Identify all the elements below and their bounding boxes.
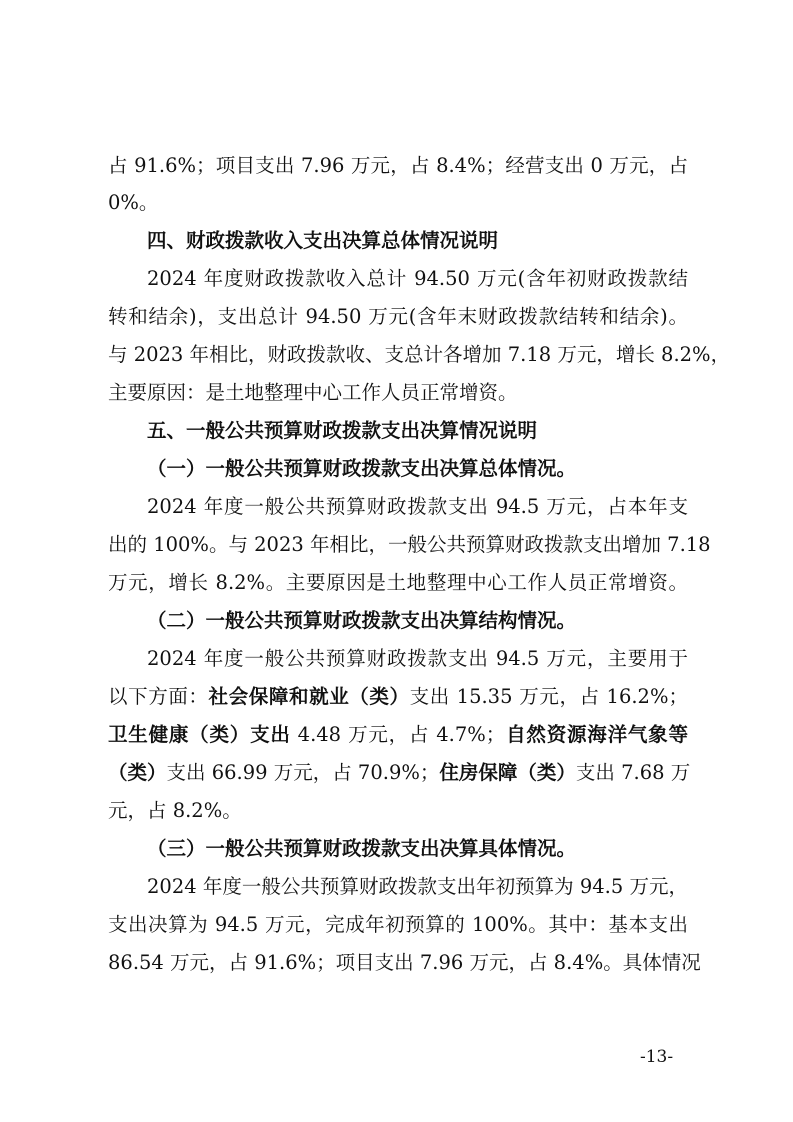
body-line-15 [108, 685, 688, 709]
text-run: 以下方面： [108, 685, 209, 708]
section-heading-5: 五、一般公共预算财政拨款支出决算情况说明 [147, 419, 538, 442]
body-line-2: 0%。 [108, 191, 159, 214]
body-line-6: 与 2023 年相比，财政拨款收、支总计各增加 7.18 万元，增长 8.2%， [108, 343, 731, 366]
text-run: 4.48 万元，占 4.7%； [290, 723, 506, 746]
body-line-4: 2024 年度财政拨款收入总计 94.50 万元(含年初财政拨款结 [147, 267, 688, 290]
body-line-14: 2024 年度一般公共预算财政拨款支出 94.5 万元，主要用于 [147, 647, 688, 670]
category-health: 卫生健康（类）支出 [108, 723, 291, 746]
category-housing: 住房保障（类） [439, 761, 576, 784]
body-line-18: 元，占 8.2%。 [108, 799, 242, 822]
body-line-10: 2024 年度一般公共预算财政拨款支出 94.5 万元，占本年支 [147, 495, 688, 518]
body-line-17 [108, 761, 691, 785]
body-line-16 [108, 723, 688, 747]
text-run: 支出 7.68 万 [575, 761, 691, 784]
body-line-7: 主要原因：是土地整理中心工作人员正常增资。 [108, 381, 518, 404]
body-line-20: 2024 年度一般公共预算财政拨款支出年初预算为 94.5 万元， [147, 875, 688, 898]
page-number: -13- [640, 1047, 674, 1067]
category-social-security: 社会保障和就业（类） [208, 685, 410, 708]
subsection-heading-2: （二）一般公共预算财政拨款支出决算结构情况。 [147, 609, 577, 632]
category-natural-resources: 自然资源海洋气象等 [505, 723, 688, 746]
body-line-12: 万元，增长 8.2%。主要原因是土地整理中心工作人员正常增资。 [108, 571, 688, 594]
text-run: 支出 15.35 万元，占 16.2%； [409, 685, 688, 708]
body-line-21: 支出决算为 94.5 万元，完成年初预算的 100%。其中：基本支出 [108, 913, 688, 936]
body-line-22: 86.54 万元，占 91.6%；项目支出 7.96 万元，占 8.4%。具体情况 [108, 951, 701, 974]
text-run: 支出 66.99 万元，占 70.9%； [166, 761, 440, 784]
subsection-heading-1: （一）一般公共预算财政拨款支出决算总体情况。 [147, 457, 577, 480]
body-line-5: 转和结余)，支出总计 94.50 万元(含年末财政拨款结转和结余)。 [108, 305, 688, 328]
body-line-1: 占 91.6%；项目支出 7.96 万元，占 8.4%；经营支出 0 万元，占 [108, 154, 688, 177]
category-natural-resources-cont: （类） [108, 761, 167, 784]
body-line-11: 出的 100%。与 2023 年相比，一般公共预算财政拨款支出增加 7.18 [108, 533, 711, 556]
subsection-heading-3: （三）一般公共预算财政拨款支出决算具体情况。 [147, 837, 577, 860]
section-heading-4: 四、财政拨款收入支出决算总体情况说明 [147, 229, 499, 252]
